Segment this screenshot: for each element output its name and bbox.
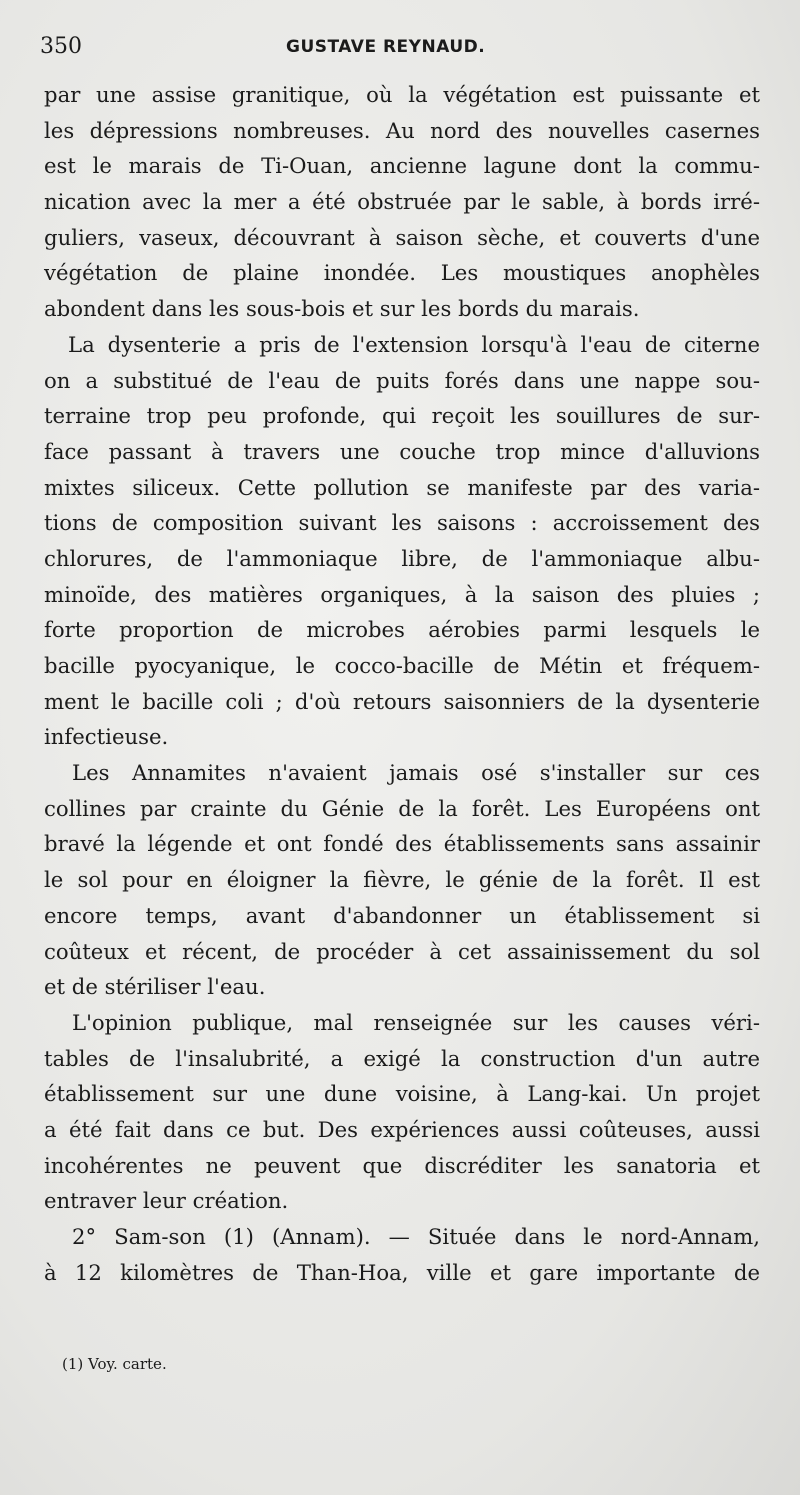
text-line: entraver leur création. xyxy=(44,1188,289,1214)
text-line: infectieuse. xyxy=(44,724,169,750)
text-line: et de stériliser l'eau. xyxy=(44,974,266,1000)
text-line: L'opinion publique, mal renseignée sur les causes véri- xyxy=(72,1009,760,1035)
text-line: face passant à travers une couche trop mince d'alluvions xyxy=(44,438,760,464)
text-line: coûteux et récent, de procéder à cet assainissement du sol xyxy=(44,938,760,964)
text-line: a été fait dans ce but. Des expériences aussi coûteuses, aussi xyxy=(44,1116,760,1142)
page-header xyxy=(40,34,760,64)
running-title: GUSTAVE REYNAUD. xyxy=(286,37,486,57)
text-line: abondent dans les sous-bois et sur les bords du marais. xyxy=(44,296,640,322)
text-line: est le marais de Ti-Ouan, ancienne lagune dont la commu- xyxy=(44,153,760,179)
text-line: tables de l'insalubrité, a exigé la construction d'un autre xyxy=(44,1045,760,1071)
text-line: par une assise granitique, où la végétation est puissante et xyxy=(44,82,760,107)
text-line: incohérentes ne peuvent que discréditer les sanatoria et xyxy=(44,1152,760,1178)
text-line: minoïde, des matières organiques, à la saison des pluies ; xyxy=(44,581,760,607)
footnote: (1) Voy. carte. xyxy=(62,1355,167,1373)
page-number: 350 xyxy=(40,34,82,59)
body-text xyxy=(44,77,760,1290)
text-line: encore temps, avant d'abandonner un établissement si xyxy=(44,902,760,928)
text-line: chlorures, de l'ammoniaque libre, de l'ammoniaque albu- xyxy=(44,545,760,571)
text-line: ment le bacille coli ; d'où retours saisonniers de la dysenterie xyxy=(44,688,760,714)
text-line: bravé la légende et ont fondé des établissements sans assainir xyxy=(44,831,760,857)
text-line: tions de composition suivant les saisons : accroissement des xyxy=(44,510,760,536)
text-line: mixtes siliceux. Cette pollution se manifeste par des varia- xyxy=(44,474,760,500)
text-line: à 12 kilomètres de Than-Hoa, ville et gare importante de xyxy=(44,1259,760,1285)
text-line: bacille pyocyanique, le cocco-bacille de Métin et fréquem- xyxy=(44,653,760,678)
text-line: nication avec la mer a été obstruée par le sable, à bords irré- xyxy=(44,189,760,215)
text-line: collines par crainte du Génie de la forêt. Les Européens ont xyxy=(44,795,760,821)
text-line: les dépressions nombreuses. Au nord des nouvelles casernes xyxy=(44,117,760,143)
text-line: 2° Sam-son (1) (Annam). — Située dans le nord-Annam, xyxy=(72,1224,760,1249)
text-line: Les Annamites n'avaient jamais osé s'installer sur ces xyxy=(72,760,760,786)
text-line: forte proportion de microbes aérobies parmi lesquels le xyxy=(44,617,760,643)
text-line: végétation de plaine inondée. Les moustiques anophèles xyxy=(44,260,760,286)
text-line: on a substitué de l'eau de puits forés dans une nappe sou- xyxy=(44,367,760,393)
text-line: La dysenterie a pris de l'extension lorsqu'à l'eau de citerne xyxy=(68,331,760,357)
text-line: terraine trop peu profonde, qui reçoit les souillures de sur- xyxy=(44,403,760,429)
text-line: guliers, vaseux, découvrant à saison sèche, et couverts d'une xyxy=(44,224,760,250)
text-line: le sol pour en éloigner la fièvre, le génie de la forêt. Il est xyxy=(44,867,760,893)
text-line: établissement sur une dune voisine, à Lang-kai. Un projet xyxy=(44,1081,760,1107)
